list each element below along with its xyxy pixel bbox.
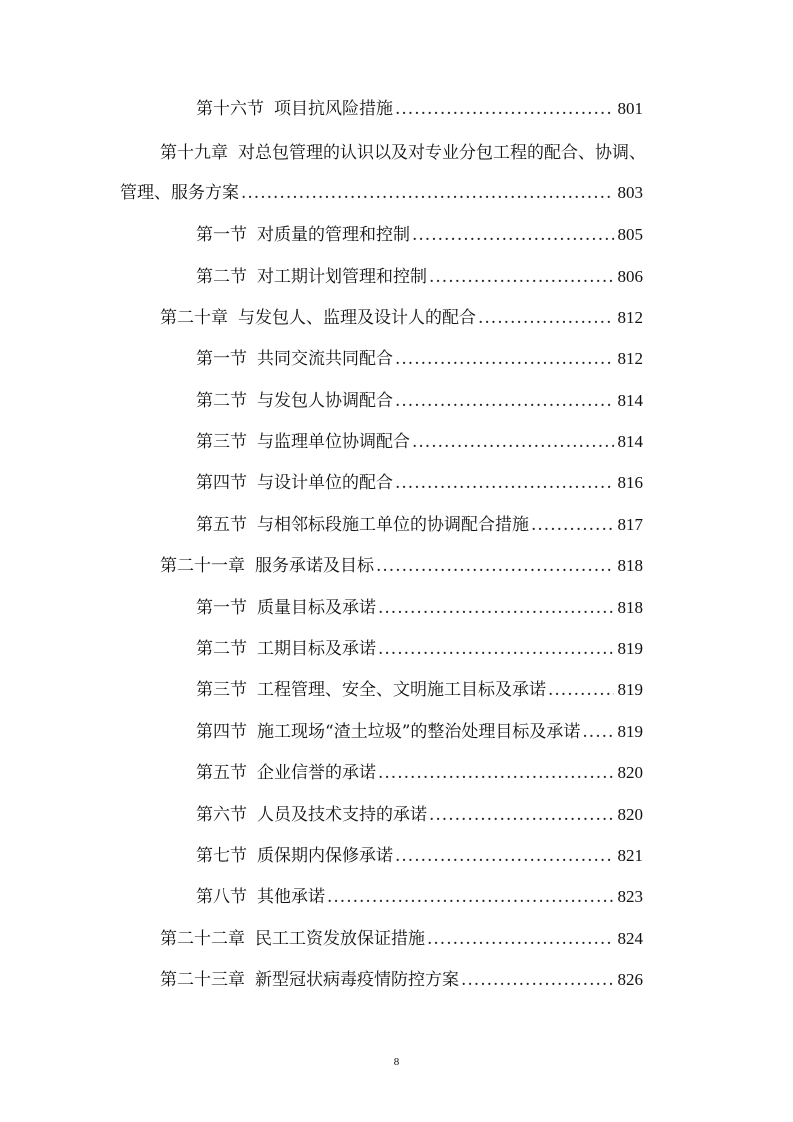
toc-entry[interactable] [196, 96, 643, 122]
toc-chapter-title-continued: 管理、服务方案 [120, 183, 239, 203]
leader-dots [412, 222, 614, 248]
toc-entry-page: 824 [617, 929, 643, 948]
toc-entry-page: 805 [617, 225, 643, 244]
toc-entry-number: 第四节 [196, 473, 247, 493]
toc-entry-page: 819 [617, 722, 643, 741]
toc-entry-title: 对工期计划管理和控制 [257, 267, 427, 287]
toc-entry[interactable] [160, 305, 643, 331]
toc-entry-number: 第一节 [196, 225, 247, 245]
leader-dots [327, 884, 614, 910]
toc-entry-number: 第二十章 [160, 308, 228, 328]
toc-entry[interactable] [196, 388, 643, 414]
toc-entry-title: 与监理单位协调配合 [257, 432, 410, 452]
toc-entry[interactable] [196, 222, 643, 248]
toc-entry-number: 第一节 [196, 598, 247, 618]
toc-entry[interactable] [120, 180, 643, 206]
toc-entry-number: 第十六节 [196, 99, 264, 119]
toc-chapter-title: 对总包管理的认识以及对专业分包工程的配合、协调、 [238, 143, 646, 163]
toc-entry-number: 第二十一章 [160, 556, 245, 576]
toc-entry-title: 工期目标及承诺 [257, 639, 376, 659]
toc-entry-title: 质量目标及承诺 [257, 598, 376, 618]
leader-dots [429, 264, 614, 290]
toc-entry-number: 第八节 [196, 887, 247, 907]
toc-entry-title: 施工现场“渣土垃圾”的整治处理目标及承诺 [257, 722, 581, 742]
toc-entry[interactable] [160, 553, 643, 579]
leader-dots [427, 926, 614, 952]
toc-entry[interactable] [196, 470, 643, 496]
leader-dots [429, 802, 614, 828]
toc-entry[interactable] [196, 346, 643, 372]
page-footer-number: 8 [393, 1056, 400, 1068]
toc-entry-number: 第三节 [196, 432, 247, 452]
toc-entry-page: 823 [617, 887, 643, 906]
leader-dots [531, 512, 614, 538]
leader-dots [548, 677, 614, 703]
toc-entry-page: 806 [617, 267, 643, 286]
leader-dots [395, 470, 614, 496]
leader-dots [395, 346, 614, 372]
toc-entry-title: 项目抗风险措施 [274, 99, 393, 119]
toc-entry-title: 新型冠状病毒疫情防控方案 [255, 970, 459, 990]
leader-dots [395, 843, 614, 869]
toc-entry-page: 814 [617, 391, 643, 410]
toc-entry-page: 816 [617, 473, 643, 492]
toc-entry[interactable] [196, 264, 643, 290]
toc-entry-number: 第二节 [196, 267, 247, 287]
toc-entry-title: 对质量的管理和控制 [257, 225, 410, 245]
toc-entry[interactable] [196, 512, 643, 538]
toc-entry-title: 工程管理、安全、文明施工目标及承诺 [257, 680, 546, 700]
toc-entry-page: 814 [617, 432, 643, 451]
toc-entry-title: 质保期内保修承诺 [257, 846, 393, 866]
toc-entry-number: 第三节 [196, 680, 247, 700]
toc-entry-page: 812 [617, 349, 643, 368]
toc-entry-page: 821 [617, 846, 643, 865]
toc-entry[interactable] [196, 719, 643, 745]
toc-entry[interactable] [196, 760, 643, 786]
leader-dots [378, 760, 614, 786]
leader-dots [395, 96, 614, 122]
toc-entry-number: 第四节 [196, 722, 247, 742]
toc-entry-page: 819 [617, 639, 643, 658]
toc-entry-page: 803 [617, 183, 643, 202]
toc-entry[interactable] [196, 636, 643, 662]
toc-entry-page: 826 [617, 970, 643, 989]
leader-dots [378, 595, 614, 621]
toc-entry[interactable] [160, 967, 643, 993]
leader-dots [461, 967, 614, 993]
toc-entry-page: 801 [617, 99, 643, 118]
toc-entry-number: 第二节 [196, 391, 247, 411]
toc-entry-page: 817 [617, 515, 643, 534]
toc-entry-page: 818 [617, 598, 643, 617]
toc-entry[interactable] [196, 802, 643, 828]
toc-entry-number: 第六节 [196, 805, 247, 825]
toc-entry-number: 第七节 [196, 846, 247, 866]
toc-entry-title: 与发包人协调配合 [257, 391, 393, 411]
leader-dots [376, 553, 614, 579]
toc-entry[interactable] [160, 926, 643, 952]
toc-entry-number: 第二十三章 [160, 970, 245, 990]
leader-dots [478, 305, 614, 331]
toc-entry-title: 民工工资发放保证措施 [255, 929, 425, 949]
toc-entry-title: 与发包人、监理及设计人的配合 [238, 308, 476, 328]
toc-entry-title: 共同交流共同配合 [257, 349, 393, 369]
leader-dots [395, 388, 614, 414]
toc-entry-page: 812 [617, 308, 643, 327]
toc-entry-page: 818 [617, 556, 643, 575]
toc-entry-title: 服务承诺及目标 [255, 556, 374, 576]
toc-entry-title: 与设计单位的配合 [257, 473, 393, 493]
toc-entry-number: 第二十二章 [160, 929, 245, 949]
toc-entry[interactable] [196, 677, 643, 703]
toc-entry-title: 其他承诺 [257, 887, 325, 907]
toc-entry[interactable] [196, 595, 643, 621]
leader-dots [378, 636, 614, 662]
toc-entry[interactable] [196, 884, 643, 910]
toc-entry-page: 819 [617, 680, 643, 699]
leader-dots [412, 429, 614, 455]
leader-dots [241, 180, 614, 206]
toc-chapter-number: 第十九章 [160, 143, 228, 163]
toc-entry[interactable] [196, 843, 643, 869]
toc-entry-number: 第五节 [196, 515, 247, 535]
toc-entry-number: 第五节 [196, 763, 247, 783]
leader-dots [582, 719, 613, 745]
toc-entry-title: 与相邻标段施工单位的协调配合措施 [257, 515, 529, 535]
toc-entry-title: 企业信誉的承诺 [257, 763, 376, 783]
toc-entry-page: 820 [617, 763, 643, 782]
toc-entry-page: 820 [617, 805, 643, 824]
toc-entry[interactable] [196, 429, 643, 455]
toc-chapter-heading[interactable] [160, 140, 683, 166]
toc-entry-title: 人员及技术支持的承诺 [257, 805, 427, 825]
toc-entry-number: 第一节 [196, 349, 247, 369]
toc-entry-number: 第二节 [196, 639, 247, 659]
